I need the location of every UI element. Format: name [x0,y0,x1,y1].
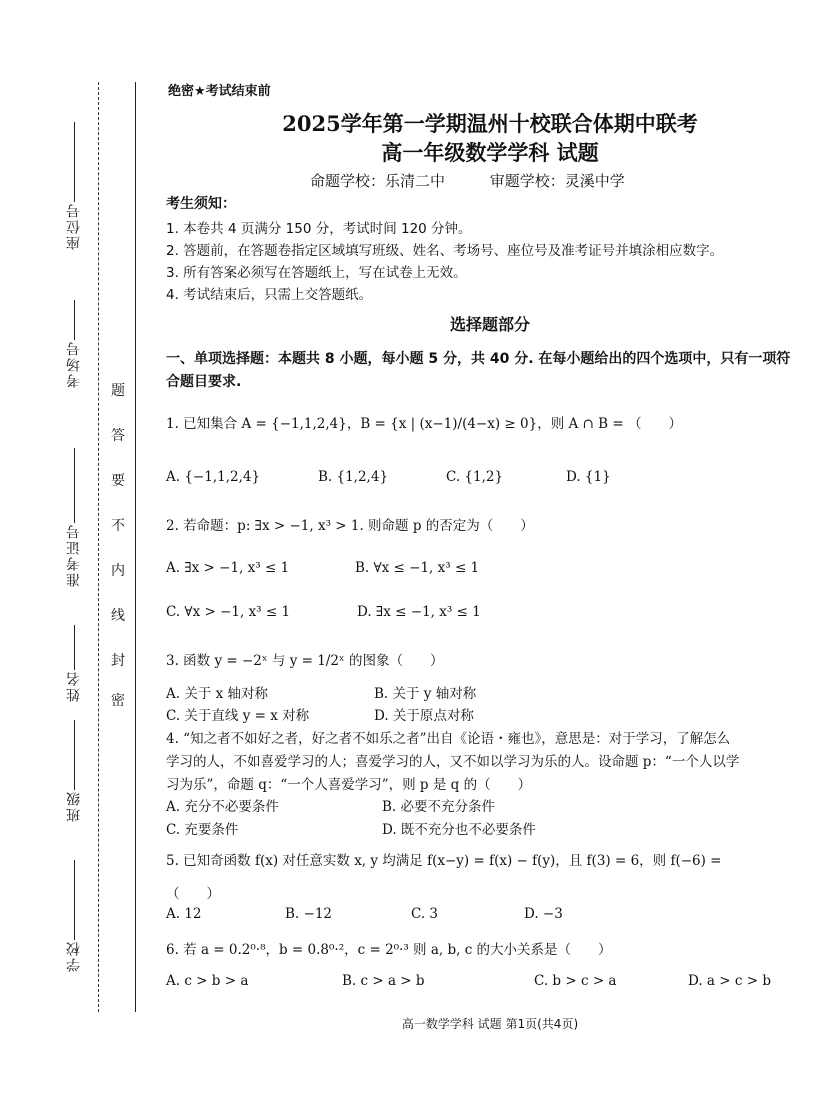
question-5-stem: 5. 已知奇函数 f(x) 对任意实数 x, y 均满足 f(x−y) = f(x) − f(y)，且 f(3) = 6，则 f(−6) = [166,853,722,869]
question-6-option-c: C. b > c > a [534,973,617,989]
question-3-stem: 3. 函数 y = −2ˣ 与 y = 1/2ˣ 的图象（ ） [166,653,444,669]
seal-char: 线 [111,608,125,624]
seal-char: 不 [111,518,125,534]
confidential-mark: 绝密★考试结束前 [168,84,271,99]
notice-item: 3. 所有答案必须写在答题纸上，写在试卷上无效。 [166,265,467,281]
question-6-option-d: D. a > c > b [688,973,771,989]
question-2-option-d: D. ∃x ≤ −1, x³ ≤ 1 [357,604,481,620]
part-instruction: 一、单项选择题：本题共 8 小题，每小题 5 分，共 40 分. 在每小题给出的四个选项中，只有一项符 [166,351,791,367]
question-1-option-d: D. {1} [566,469,611,485]
part-instruction: 合题目要求. [166,374,242,390]
notice-item: 1. 本卷共 4 页满分 150 分，考试时间 120 分钟。 [166,221,472,237]
notice-heading: 考生须知： [166,196,236,212]
question-4-option-d: D. 既不充分也不必要条件 [382,822,536,838]
seal-char: 题 [111,383,125,399]
seal-char: 内 [111,563,125,579]
reviewer-school: 审题学校：灵溪中学 [489,172,625,190]
question-5-stem: （ ） [166,886,220,902]
setter-school: 命题学校：乐清二中 [310,172,446,190]
exam-room-field[interactable]: 考场号 [62,300,86,391]
question-2-option-a: A. ∃x > −1, x³ ≤ 1 [166,560,290,576]
seat-number-field[interactable]: 座位号 [62,122,86,253]
question-5-option-b: B. −12 [285,906,332,922]
seal-char: 封 [111,653,125,669]
exam-subtitle: 高一年级数学学科 试题 [381,140,599,165]
question-4-option-b: B. 必要不充分条件 [382,799,496,815]
margin-dashed-line [98,82,99,1012]
exam-title: 2025学年第一学期温州十校联合体期中联考 [282,111,698,136]
question-1-option-c: C. {1,2} [446,469,504,485]
question-5-option-d: D. −3 [524,906,563,922]
question-3-option-b: B. 关于 y 轴对称 [374,686,477,702]
class-field[interactable]: 班级 [62,720,86,825]
notice-item: 2. 答题前，在答题卷指定区域填写班级、姓名、考场号、座位号及准考证号并填涂相应数字。 [166,243,724,259]
question-3-option-a: A. 关于 x 轴对称 [166,686,269,702]
question-2-option-b: B. ∀x ≤ −1, x³ ≤ 1 [355,560,480,576]
question-4-stem: 4. “知之者不如好之者，好之者不如乐之者”出自《论语・雍也》，意思是：对于学习，了解怎么 [166,731,731,747]
question-6-option-b: B. c > a > b [342,973,425,989]
question-2-option-c: C. ∀x > −1, x³ ≤ 1 [166,604,291,620]
seal-char: 答 [111,428,125,444]
section-title: 选择题部分 [449,315,530,334]
question-4-stem: 学习的人，不如喜爱学习的人；喜爱学习的人，又不如以学习为乐的人。设命题 p：“一个人以学 [166,754,740,770]
question-1-stem: 1. 已知集合 A = {−1,1,2,4}，B = {x | (x−1)/(4−x) ≥ 0}，则 A ∩ B = （ ） [166,416,682,432]
school-field[interactable]: 学校 [62,860,86,975]
question-4-stem: 习为乐”，命题 q：“一个人喜爱学习”，则 p 是 q 的（ ） [166,777,532,793]
question-2-stem: 2. 若命题：p: ∃x > −1, x³ > 1. 则命题 p 的否定为（ ） [166,518,534,534]
seal-char: 要 [111,473,125,489]
page-footer: 高一数学学科 试题 第1页(共4页) [401,1017,579,1031]
question-1-option-a: A. {−1,1,2,4} [166,469,261,485]
notice-item: 4. 考试结束后，只需上交答题纸。 [166,287,373,303]
question-1-option-b: B. {1,2,4} [318,469,389,485]
question-3-option-d: D. 关于原点对称 [374,708,474,724]
question-4-option-a: A. 充分不必要条件 [166,799,279,815]
question-6-stem: 6. 若 a = 0.2⁰·⁸，b = 0.8⁰·²，c = 2⁰·³ 则 a, b, c 的大小关系是（ ） [166,942,612,958]
question-5-option-a: A. 12 [166,906,202,922]
name-field[interactable]: 姓名 [62,625,86,705]
admission-number-field[interactable]: 准考证号 [62,448,86,590]
seal-char: 密 [111,693,125,709]
question-6-option-a: A. c > b > a [166,973,249,989]
question-4-option-c: C. 充要条件 [166,822,239,838]
school-info [310,170,665,191]
question-3-option-c: C. 关于直线 y = x 对称 [166,708,310,724]
question-5-option-c: C. 3 [411,906,439,922]
margin-solid-line [135,82,136,1012]
